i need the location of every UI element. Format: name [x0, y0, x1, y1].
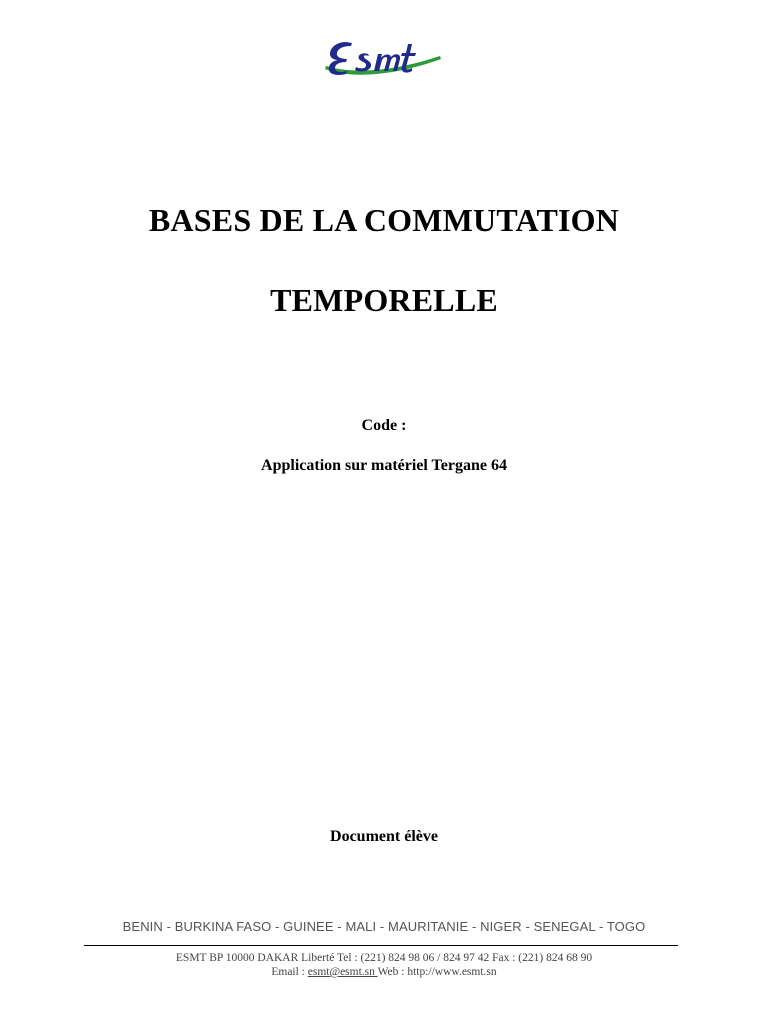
footer-countries: BENIN - BURKINA FASO - GUINEE - MALI - MAURITANIE - NIGER - SENEGAL - TOGO — [122, 919, 646, 934]
esmt-logo — [322, 34, 444, 82]
web-label: Web : — [377, 966, 408, 978]
code-label: Code : — [361, 417, 407, 434]
document-type: Document élève — [330, 828, 438, 845]
application-subtitle: Application sur matériel Tergane 64 — [261, 457, 507, 474]
email-link[interactable]: esmt@esmt.sn — [307, 966, 378, 978]
document-title-line-1: BASES DE LA COMMUTATION — [148, 202, 620, 238]
email-label: Email : — [271, 966, 308, 978]
footer-address: ESMT BP 10000 DAKAR Liberté Tel : (221) 824 98 06 / 824 97 42 Fax : (221) 824 68 90 — [175, 952, 593, 964]
esmt-logo-graphic — [322, 34, 444, 82]
footer-contact — [0, 966, 768, 978]
footer-divider — [84, 945, 678, 946]
web-address[interactable]: http://www.esmt.sn — [407, 966, 497, 978]
document-title-line-2: TEMPORELLE — [270, 282, 498, 318]
